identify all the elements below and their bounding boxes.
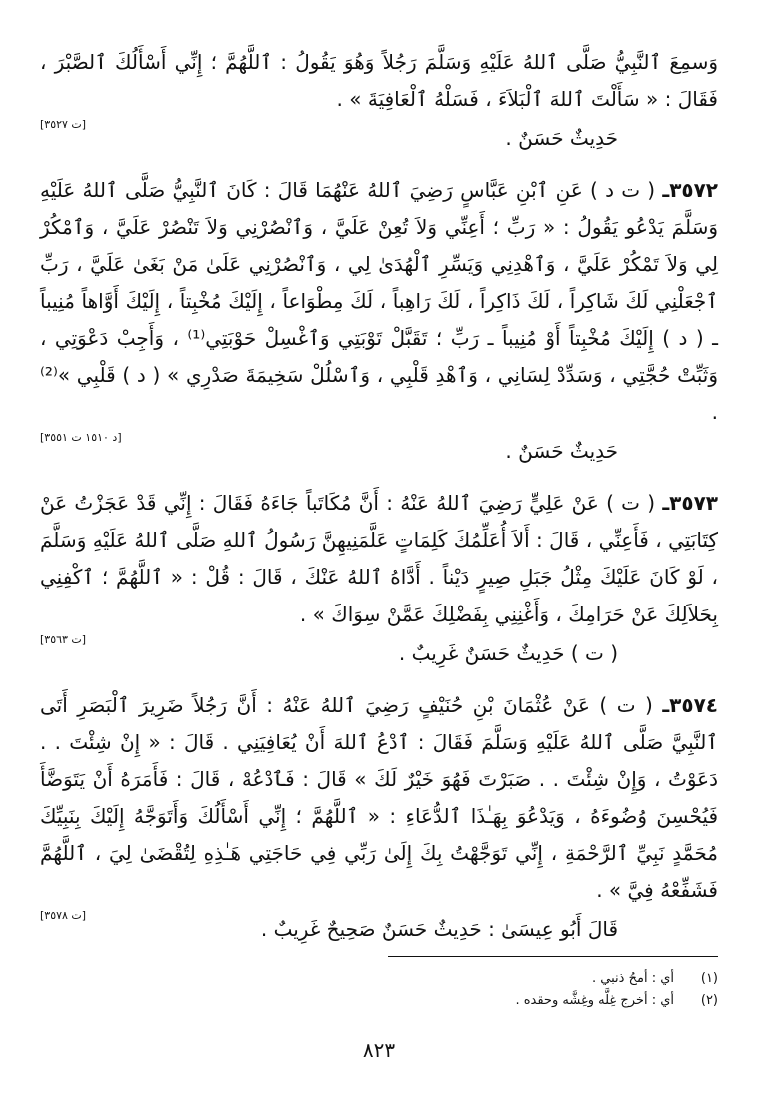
source-reference: [د ١٥١٠ ت ٣٥٥١]: [40, 431, 122, 444]
hadith-grade: ( ت ) حَدِيثٌ حَسَنٌ غَرِيبٌ .: [398, 641, 618, 665]
hadith-text: [40, 687, 718, 909]
page-number: ٨٢٣: [362, 1038, 396, 1062]
page-content: [40, 44, 719, 1062]
hadith-number: ٣٥٧٤ـ: [662, 693, 718, 717]
footnotes: [40, 968, 718, 1012]
hadith-number: ٣٥٧٣ـ: [662, 491, 718, 515]
footnote-text: أي : أخرج غِلَّه وغِشَّه وحقده .: [515, 993, 674, 1008]
footnote-number: (٢): [700, 993, 718, 1008]
hadith-grade: قَالَ أَبُو عِيسَىٰ : حَدِيثٌ حَسَنٌ صَحِيحٌ غَرِيبٌ .: [260, 917, 618, 941]
footnote-number: (١): [700, 971, 718, 986]
hadith-grade: حَدِيثٌ حَسَنٌ .: [505, 126, 618, 150]
intro-paragraph: وَسمِعَ ٱلنَّبِيُّ صَلَّى ٱللهُ عَلَيْهِ وَسَلَّمَ رَجُلاً وَهُوَ يَقُولُ : ٱللَّهُمَّ ؛ إِنِّي أَسْأَلُكَ ٱلصَّبْرَ ، فَقَالَ : « سَأَلْتَ ٱللهَ ٱلْبَلاَءَ ، فَسَلْهُ ٱلْعَافِيَةَ » .: [40, 50, 718, 111]
grade-row: [40, 431, 718, 471]
source-reference: [ت ٣٥٧٨]: [40, 909, 87, 922]
source-reference: [ت ٣٥٦٣]: [40, 633, 87, 646]
hadith-block: [40, 172, 718, 471]
hadith-grade: حَدِيثٌ حَسَنٌ .: [505, 439, 618, 463]
footnote-divider: [388, 956, 718, 957]
hadith-text: [40, 172, 718, 431]
source-reference: [ت ٣٥٢٧]: [40, 118, 87, 131]
footnote: [40, 968, 718, 990]
hadith-number: ٣٥٧٢ـ: [662, 178, 719, 202]
hadith-text: [40, 485, 718, 633]
grade-row: [40, 633, 718, 673]
intro-block: [40, 44, 718, 158]
grade-row: [40, 118, 718, 158]
hadith-body: ( ت د ) عَنِ ٱبْنِ عَبَّاسٍ رَضِيَ ٱللهُ عَنْهُمَا قَالَ : كَانَ ٱلنَّبِيُّ صَلَّى ٱللهُ عَلَيْهِ وَسَلَّمَ يَدْعُو يَقُولُ : « رَبِّ ؛ أَعِنِّي وَلاَ تُعِنْ عَلَيَّ ، وَٱنْصُرْنِي وَلاَ تَنْصُرْ عَلَيَّ ، وَٱمْكُرْ لِي وَلاَ تَمْكُرْ عَلَيَّ ، وَٱهْدِنِي وَيَسِّرِ ٱلْهُدَىٰ لِي ، وَٱنْصُرْنِي عَلَىٰ مَنْ بَغَىٰ عَلَيَّ ، رَبِّ ٱجْعَلْنِي لَكَ شَاكِراً ، لَكَ ذَاكِراً ، لَكَ رَاهِباً ، لَكَ مِطْوَاعاً ، إِلَيْكَ مُخْبِتاً ، إِلَيْكَ أَوَّاهاً مُنِيباً ـ ( د ) إِلَيْكَ مُخْبِتاً أَوْ مُنِيباً ـ رَبِّ ؛ تَقَبَّلْ تَوْبَتِي وَٱغْسِلْ حَوْبَتِي⁽¹⁾ ، وَأَجِبْ دَعْوَتِي ، وَثَبِّتْ حُجَّتِي ، وَسَدِّدْ لِسَانِي ، وَٱهْدِ قَلْبِي ، وَٱسْلُلْ سَخِيمَةَ صَدْرِي » ( د ) قَلْبِي »⁽²⁾ .: [40, 178, 718, 424]
hadith-body: ( ت ) عَنْ عَلِيٍّ رَضِيَ ٱللهُ عَنْهُ : أَنَّ مُكَاتَباً جَاءَهُ فَقَالَ : إِنِّي قَدْ عَجَزْتُ عَنْ كِتَابَتِي ، فَأَعِنِّي ، قَالَ : أَلاَ أُعَلِّمُكَ كَلِمَاتٍ عَلَّمَنِيهِنَّ رَسُولُ ٱللهِ صَلَّى ٱللهُ عَلَيْهِ وَسَلَّمَ ، لَوْ كَانَ عَلَيْكَ مِثْلُ جَبَلِ صِيرٍ دَيْناً . أَدَّاهُ ٱللهُ عَنْكَ ، قَالَ : قُلْ : « ٱللَّهُمَّ ؛ ٱكْفِنِي بِحَلاَلِكَ عَنْ حَرَامِكَ ، وَأَغْنِنِي بِفَضْلِكَ عَمَّنْ سِوَاكَ » .: [40, 491, 718, 626]
hadith-body: ( ت ) عَنْ عُثْمَانَ بْنِ حُنَيْفٍ رَضِيَ ٱللهُ عَنْهُ : أَنَّ رَجُلاً ضَرِيرَ ٱلْبَصَرِ أَتَى ٱلنَّبِيَّ صَلَّى ٱللهُ عَلَيْهِ وَسَلَّمَ فَقَالَ : ٱدْعُ ٱللهَ أَنْ يُعَافِيَنِي . قَالَ : « إِنْ شِئْتَ . . دَعَوْتُ ، وَإِنْ شِئْتَ . . صَبَرْتَ فَهُوَ خَيْرٌ لَكَ » قَالَ : فَٱدْعُهْ ، قَالَ : فَأَمَرَهُ أَنْ يَتَوَضَّأَ فَيُحْسِنَ وُضُوءَهُ ، وَيَدْعُوَ بِهَـٰذَا ٱلدُّعَاءِ : « ٱللَّهُمَّ ؛ إِنِّي أَسْأَلُكَ وَأَتَوَجَّهُ إِلَيْكَ بِنَبِيِّكَ مُحَمَّدٍ نَبِيِّ ٱلرَّحْمَةِ ، إِنِّي تَوَجَّهْتُ بِكَ إِلَىٰ رَبِّي فِي حَاجَتِي هَـٰذِهِ لِتُقْضَىٰ لِيَ ، ٱللَّهُمَّ فَشَفِّعْهُ فِيَّ » .: [40, 693, 718, 902]
footnote: [40, 990, 718, 1012]
footnote-text: أي : أمحُ ذنبي .: [592, 971, 674, 986]
grade-row: [40, 909, 718, 949]
hadith-block: [40, 687, 718, 949]
hadith-block: [40, 485, 718, 673]
